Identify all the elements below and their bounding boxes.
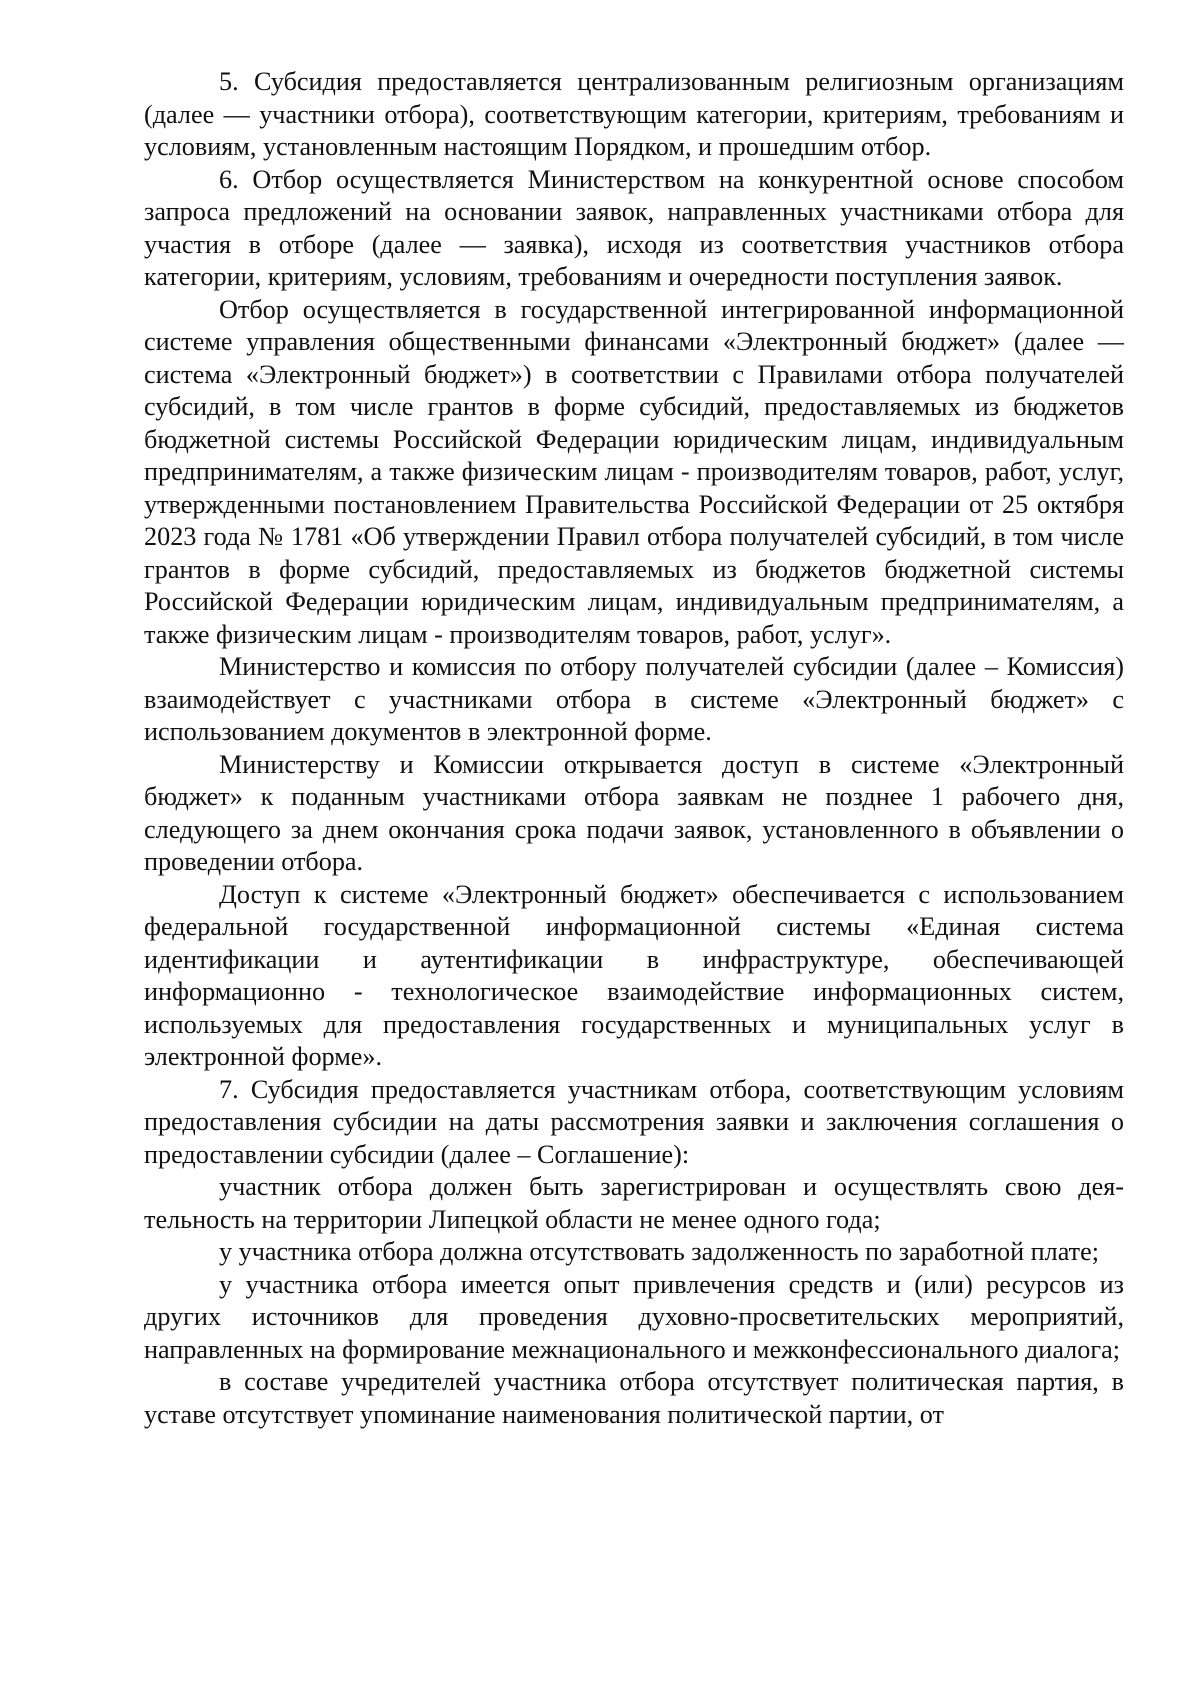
condition-fundraising-experience: у участника отбора имеется опыт привлечения средств и (или) ресурсов из других источников для проведения духовно-просветительских мероприятий, направленных на формирование межнационального и межконфессионального диалога; bbox=[144, 1269, 1124, 1364]
paragraph-electronic-budget-system: Отбор осуществляется в государственной интегрированной информационной системе управления общественными финансами «Электронный бюджет» (далее — система «Электронный бюджет») в соответствии с Правилами отбора получателей субсидий, в том числе грантов в форме субсидий, предоставляемых из бюджетов бюджетной системы Российской Федерации юридическим лицам, индивидуальным предпринимателям, а также физическим лицам - производителям товаров, работ, услуг, утвержденными постановлением Правительства Российской Федерации от 25 октября 2023 года № 1781 «Об утверждении Правил отбора получателей субсидий, в том числе грантов в форме субсидий, предоставляемых из бюджетов бюджетной системы Российской Федерации юридическим лицам, индивидуальным предпринимателям, а также физическим лицам - производителям товаров, работ, услуг». bbox=[144, 294, 1124, 649]
document-body bbox=[144, 66, 1124, 1431]
condition-no-wage-debt: у участника отбора должна отсутствовать задолженность по заработной плате; bbox=[219, 1237, 1100, 1266]
paragraph-7-subsidy-conditions: 7. Субсидия предоставляется участникам отбора, соответствующим условиям предоставления субсидии на даты рассмотрения заявки и заключения соглашения о предоставлении субсидии (далее – Соглашение): bbox=[144, 1074, 1124, 1169]
paragraph-5-subsidy-recipients: 5. Субсидия предоставляется централизованным религиозным организациям (далее — участники отбора), соответствующим категории, критериям, требованиям и условиям, установленным настоящим Порядком, и прошедшим отбор. bbox=[144, 67, 1124, 161]
paragraph-system-access-esia: Доступ к системе «Электронный бюджет» обеспечивается с использованием федеральной государственной информационной системы «Единая система идентификации и аутентификации в инфраструктуре, обеспечивающей информационно - технологическое взаимодействие информационных систем, используемых для предоставления государственных и муниципальных услуг в электронной форме». bbox=[144, 879, 1124, 1071]
paragraph-6-selection-procedure: 6. Отбор осуществляется Министерством на конкурентной основе способом запроса предложений на основании заявок, направленных участниками отбора для участия в отборе (далее — заявка), исходя из соответствия участников отбора категории, критериям, условиям, требованиям и очередности поступления заявок. bbox=[144, 164, 1124, 291]
condition-registration: участник отбора должен быть зарегистрирован и осуществлять свою деятельность на территории Липецкой области не менее одного года; bbox=[144, 1172, 1124, 1234]
paragraph-access-to-applications: Министерству и Комиссии открывается доступ в системе «Электронный бюджет» к поданным участниками отбора заявкам не позднее 1 рабочего дня, следующего за днем окончания срока подачи заявок, установленного в объявлении о проведении отбора. bbox=[144, 749, 1124, 876]
condition-no-political-party: в составе учредителей участника отбора отсутствует политическая партия, в уставе отсутствует упоминание наименования политической партии, от bbox=[144, 1367, 1124, 1429]
paragraph-commission-interaction: Министерство и комиссия по отбору получателей субсидии (далее – Комиссия) взаимодействует с участниками отбора в системе «Электронный бюджет» с использованием документов в электронной форме. bbox=[144, 652, 1124, 746]
